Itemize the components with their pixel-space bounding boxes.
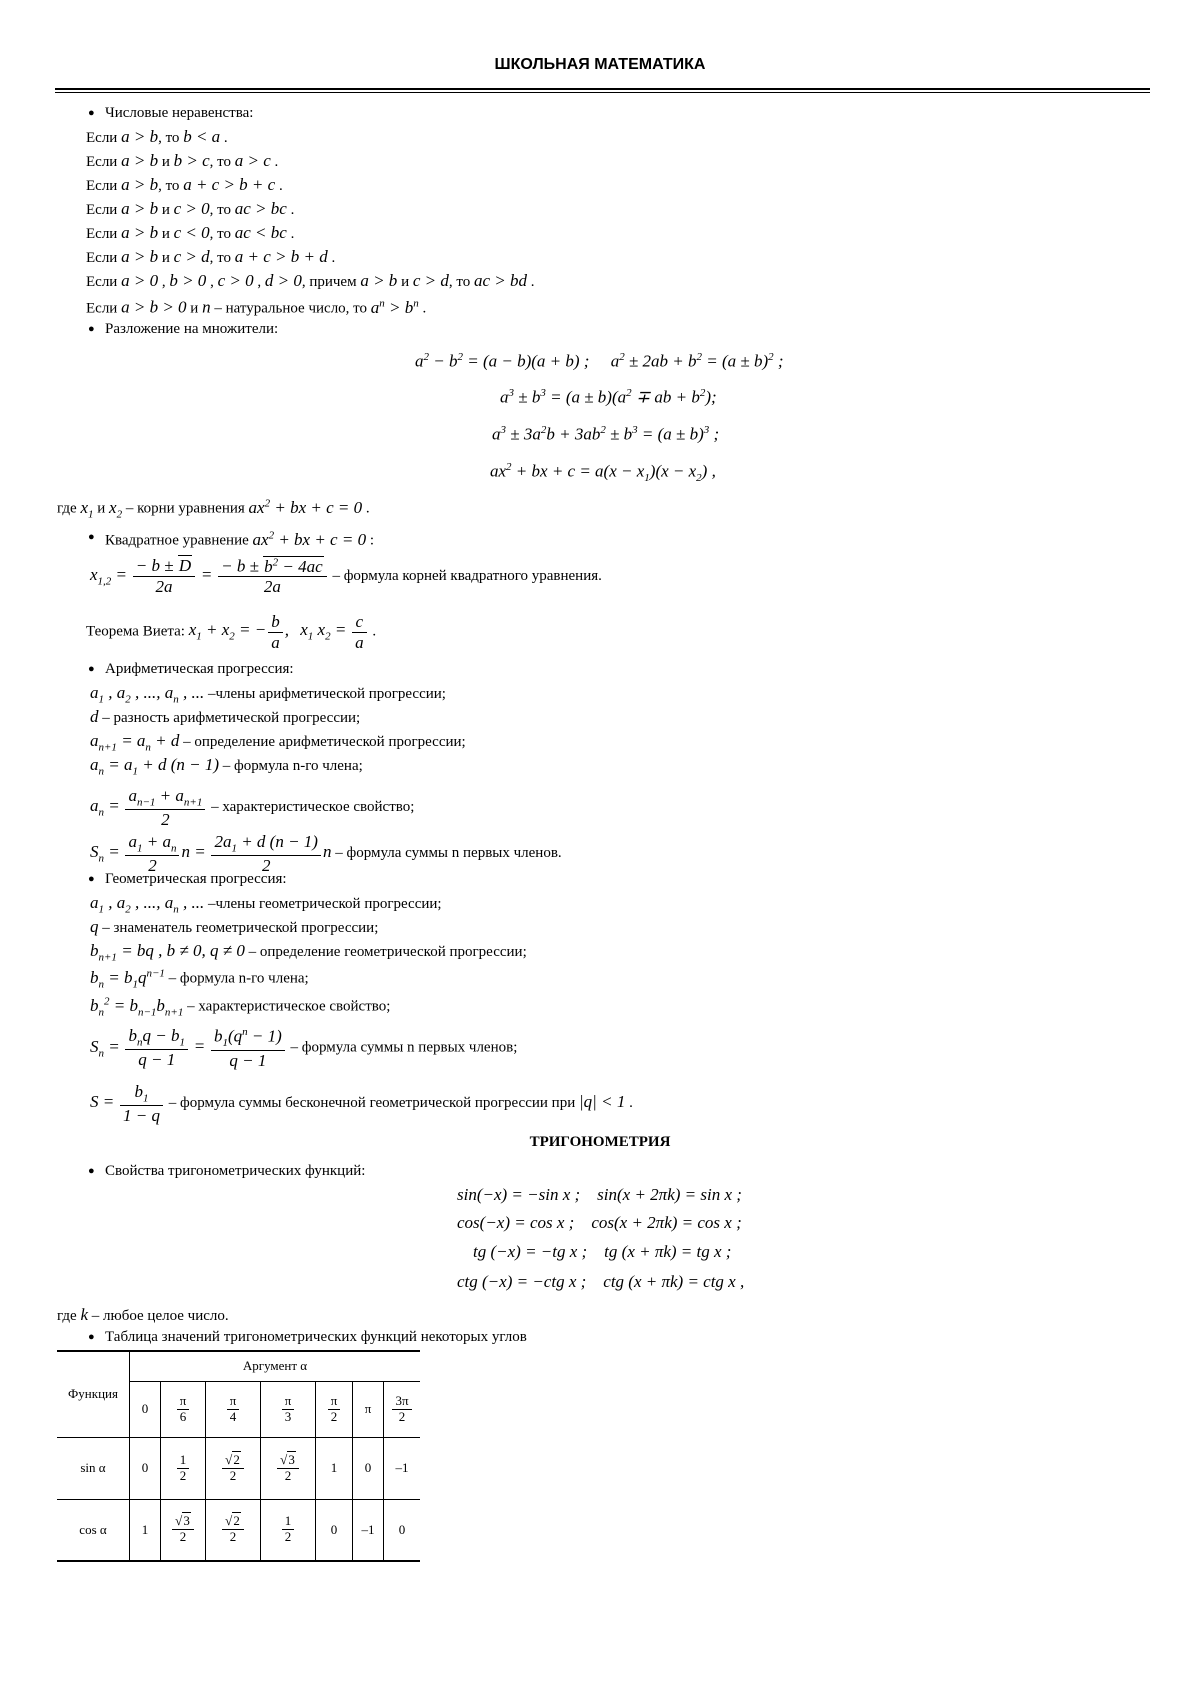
quad-roots-formula: $x_{1,2}$ = $\frac{- b \pm D}{2a}$ = $\frac{- b \pm b^2 - 4ac}{2a}$ – формула корней квадратного уравнения.	[90, 556, 602, 597]
ineq-line-7: Если a > 0 , b > 0 , c > 0 , d > 0, причем a > b и c > d, то ac > bd .	[86, 271, 535, 290]
arith-char: $a_n$ = $\frac{a_{n-1} + a_{n+1}}{2}$ – характеристическое свойство;	[90, 786, 415, 830]
formula-cube-binomial: $a^3 \pm 3a^2b + 3ab^2 \pm b^3 = (a \pm b)^3$ ;	[492, 424, 720, 444]
geom-sum: $S_n$ = $b_nq - b_1$ q − 1 = $\frac{b_1(q^n - 1)}{q - 1}$ – формула суммы n первых членов;	[90, 1026, 518, 1070]
sin-pi-6: $\frac{1}{2}$	[161, 1437, 206, 1499]
arith-title: ● Арифметическая прогрессия:	[105, 662, 294, 677]
page-title: ШКОЛЬНАЯ МАТЕМАТИКА	[494, 56, 706, 73]
formula-cubes: $a^3 \pm b^3 = (a \pm b)(a^2$ ∓ ab + $b^2$);	[500, 387, 717, 407]
arg-pi-3: $\frac{\pi}{3}$	[261, 1381, 316, 1437]
arg-pi-2: $\frac{\pi}{2}$	[316, 1381, 353, 1437]
trig-values-table	[57, 1350, 420, 1562]
arg-pi: π	[353, 1381, 384, 1437]
trig-props-title: ● Свойства тригонометрических функций:	[105, 1164, 365, 1179]
sin-pi: 0	[353, 1437, 384, 1499]
trig-ctg: ctg (−x) = −ctg x ; ctg (x + πk) = ctg x ,	[457, 1272, 745, 1291]
arg-3pi-2: $\frac{3\pi}{2}$	[384, 1381, 421, 1437]
cos-pi: –1	[353, 1499, 384, 1561]
arith-members: $a_1$ , $a_2$ , ..., $a_n$ , ... –члены арифметической прогрессии;	[90, 683, 446, 706]
ineq-line-6: Если a > b и c > d, то a + c > b + d .	[86, 247, 336, 266]
cos-pi-4: $\frac{√2}{2}$	[206, 1499, 261, 1561]
geom-nth: $b_n = b_1q^{n-1}$ – формула n-го члена;	[90, 967, 309, 991]
header-rule	[55, 88, 1150, 90]
geom-members: $a_1$ , $a_2$ , ..., $a_n$ , ... –члены геометрической прогрессии;	[90, 893, 442, 916]
table-title: ● Таблица значений тригонометрических функций некоторых углов	[105, 1330, 527, 1345]
ineq-line-1: Если a > b, то b < a .	[86, 127, 228, 146]
row-cos-label: cos α	[57, 1499, 130, 1561]
cos-pi-2: 0	[316, 1499, 353, 1561]
trig-sin: sin(−x) = −sin x ; sin(x + 2πk) = sin x ;	[457, 1185, 742, 1204]
cos-pi-6: $\frac{√3}{2}$	[161, 1499, 206, 1561]
sin-pi-4: $\frac{√2}{2}$	[206, 1437, 261, 1499]
cos-pi-3: $\frac{1}{2}$	[261, 1499, 316, 1561]
ineq-line-3: Если a > b, то a + c > b + c .	[86, 175, 283, 194]
ineq-line-5: Если a > b и c < 0, то ac < bc .	[86, 223, 295, 242]
geom-def: $b_{n+1}$ = bq , b ≠ 0, q ≠ 0 – определение геометрической прогрессии;	[90, 941, 527, 964]
ineq-line-4: Если a > b и c > 0, то ac > bc .	[86, 199, 295, 218]
arith-nth: $a_n = a_1 + d$ (n − 1) – формула n-го члена;	[90, 755, 363, 778]
vieta-line: Теорема Виета: $x_1 + x_2$ = − $\frac{b}{a}$ , $x_1$ $x_2$ = $\frac{c}{a}$ .	[86, 612, 377, 652]
cos-3pi-2: 0	[384, 1499, 421, 1561]
roots-line: где $x_1$ и $x_2$ – корни уравнения $ax^2$ + bx + c = 0 .	[57, 497, 370, 521]
sin-pi-3: $\frac{√3}{2}$	[261, 1437, 316, 1499]
formula-quadratic-factor: $ax^2$ + bx + $c = a(x - x_1)(x - x_2)$ ,	[490, 461, 716, 485]
arg-header: Аргумент α	[130, 1351, 421, 1381]
quad-title: ● Квадратное уравнение $ax^2$ + bx + c = 0 :	[105, 530, 374, 549]
row-sin-label: sin α	[57, 1437, 130, 1499]
geom-q: q – знаменатель геометрической прогрессии;	[90, 917, 379, 936]
cos-0: 1	[130, 1499, 161, 1561]
ineq-line-2: Если a > b и b > c, то a > c .	[86, 151, 279, 170]
geom-sum-inf: S = $\frac{b_1}{1 - q}$ – формула суммы бесконечной геометрической прогрессии при |q| < 1 .	[90, 1082, 633, 1126]
trig-tg: tg (−x) = −tg x ; tg (x + πk) = tg x ;	[473, 1242, 732, 1261]
arg-pi-4: $\frac{\pi}{4}$	[206, 1381, 261, 1437]
section-trig: ТРИГОНОМЕТРИЯ	[529, 1134, 671, 1150]
func-header: Функция	[57, 1351, 130, 1437]
sin-pi-2: 1	[316, 1437, 353, 1499]
geom-char: $b_n^2 = b_{n-1}b_{n+1}$ – характеристическое свойство;	[90, 995, 391, 1019]
ineq-title: ● Числовые неравенства:	[105, 106, 253, 121]
geom-title: ● Геометрическая прогрессия:	[105, 872, 287, 887]
arith-diff: d – разность арифметической прогрессии;	[90, 707, 361, 726]
formula-diff-squares: $a^2 - b^2 = (a - b)(a + b)$ ; $a^2 \pm 2ab + b^2 = (a \pm b)^2$ ;	[415, 351, 784, 371]
header-rule-thin	[55, 92, 1150, 93]
sin-0: 0	[130, 1437, 161, 1499]
any-int-line: где k – любое целое число.	[57, 1305, 229, 1324]
arith-sum: $S_n$ = $\frac{a_1 + a_n}{2}$ n = $\frac{2a_1 + d (n - 1)}{2}$ n – формула суммы n первых членов.	[90, 832, 562, 876]
ineq-line-8: Если a > b > 0 и n – натуральное число, то $a^n > b^n$ .	[86, 297, 427, 317]
arg-0: 0	[130, 1381, 161, 1437]
arith-def: $a_{n+1} = a_n + d$ – определение арифметической прогрессии;	[90, 731, 466, 754]
factor-title: ● Разложение на множители:	[105, 322, 278, 337]
sin-3pi-2: –1	[384, 1437, 421, 1499]
arg-pi-6: $\frac{\pi}{6}$	[161, 1381, 206, 1437]
trig-cos: cos(−x) = cos x ; cos(x + 2πk) = cos x ;	[457, 1213, 742, 1232]
